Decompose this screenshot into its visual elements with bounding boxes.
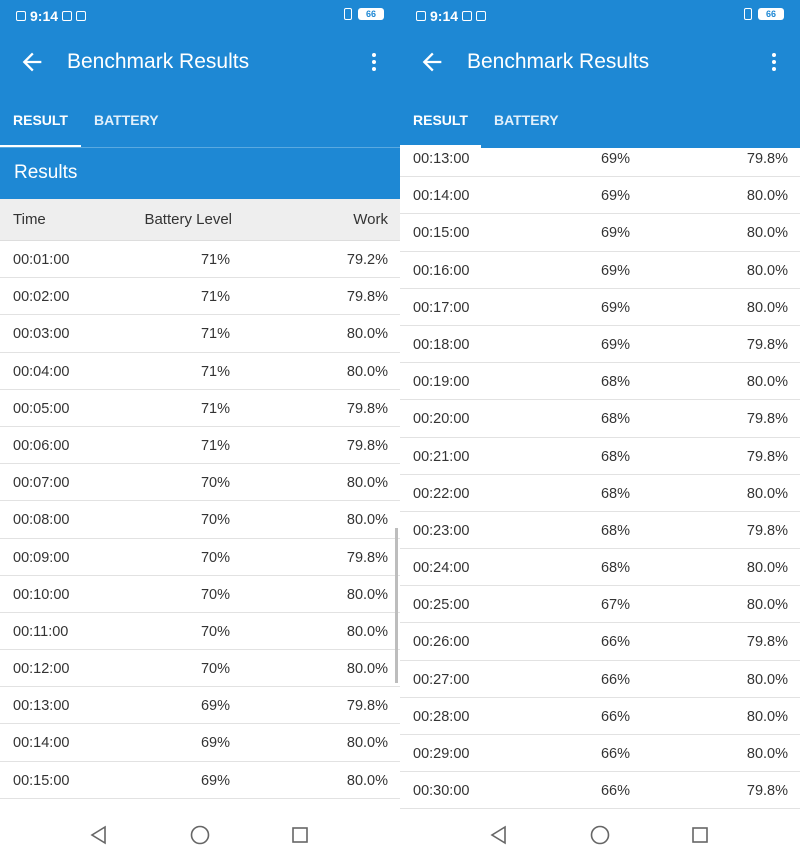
table-row: [0, 353, 400, 390]
table-row: [0, 687, 400, 724]
cell-battery-level: 70%: [200, 586, 230, 603]
toolbar: [400, 38, 800, 88]
table-row: [0, 315, 400, 352]
cell-work: 80.0%: [746, 299, 788, 316]
cell-time: 00:15:00: [413, 225, 470, 242]
table-row: [0, 576, 400, 613]
table-row: [400, 214, 800, 251]
table-row: [400, 326, 800, 363]
cell-work: 80.0%: [746, 374, 788, 391]
table-row: [400, 549, 800, 586]
vibrate-icon: [344, 8, 352, 20]
cell-work: 80.0%: [746, 485, 788, 502]
tab-battery[interactable]: BATTERY: [94, 112, 159, 128]
status-bar: [0, 0, 400, 32]
cell-time: 00:18:00: [413, 336, 470, 353]
image-icon: [462, 11, 472, 21]
cell-battery-level: 68%: [600, 374, 630, 391]
cell-battery-level: 67%: [600, 597, 630, 614]
triangle-back-icon[interactable]: [488, 824, 510, 846]
cell-time: 00:19:00: [413, 374, 470, 391]
cell-battery-level: 69%: [600, 151, 630, 167]
cell-time: 00:01:00: [13, 252, 70, 268]
cell-time: 00:12:00: [13, 661, 70, 678]
cell-work: 80.0%: [746, 597, 788, 614]
square-recent-icon[interactable]: [689, 824, 711, 846]
table-row: [400, 735, 800, 772]
cell-time: 00:28:00: [413, 708, 470, 725]
cell-work: 79.2%: [346, 252, 388, 268]
status-time: 9:14: [30, 8, 59, 24]
table-row: [400, 586, 800, 623]
cell-battery-level: 68%: [600, 448, 630, 465]
screen-right: [400, 0, 800, 859]
cell-battery-level: 69%: [600, 188, 630, 205]
table-row: [400, 512, 800, 549]
scrollbar[interactable]: [395, 528, 398, 683]
cell-battery-level: 66%: [600, 783, 630, 800]
cell-battery-level: 70%: [200, 623, 230, 640]
cell-battery-level: 69%: [600, 225, 630, 242]
cell-time: 00:09:00: [13, 549, 70, 566]
table-header: [0, 199, 400, 241]
cell-work: 80.0%: [346, 363, 388, 380]
circle-home-icon[interactable]: [189, 824, 211, 846]
cell-work: 79.8%: [746, 151, 788, 167]
arrow-left-icon[interactable]: [418, 48, 446, 76]
page-title: Benchmark Results: [67, 50, 250, 73]
table-row: [0, 539, 400, 576]
table-row: [400, 475, 800, 512]
cell-battery-level: 69%: [600, 336, 630, 353]
cell-time: 00:24:00: [413, 560, 470, 577]
cell-work: 79.8%: [346, 289, 388, 306]
table-row: [400, 400, 800, 437]
results-header: [0, 148, 400, 199]
status-time: 9:14: [430, 8, 459, 24]
cell-work: 80.0%: [746, 671, 788, 688]
cell-time: 00:13:00: [13, 698, 70, 715]
cell-work: 80.0%: [746, 560, 788, 577]
table-row: [400, 363, 800, 400]
table-row: [0, 613, 400, 650]
cell-work: 80.0%: [346, 326, 388, 343]
cell-work: 79.8%: [346, 437, 388, 454]
cell-battery-level: 68%: [600, 485, 630, 502]
square-recent-icon[interactable]: [289, 824, 311, 846]
page-title: Benchmark Results: [467, 50, 650, 73]
cell-work: 79.8%: [746, 448, 788, 465]
mail-icon: [76, 11, 86, 21]
cell-work: 80.0%: [746, 262, 788, 279]
cell-work: 80.0%: [346, 623, 388, 640]
cell-battery-level: 69%: [600, 262, 630, 279]
table-row: [0, 427, 400, 464]
table-row: [400, 623, 800, 660]
cell-work: 79.8%: [746, 336, 788, 353]
table-row: [400, 438, 800, 475]
cell-battery-level: 66%: [600, 746, 630, 762]
sim-icon: [16, 11, 26, 21]
cell-time: 00:20:00: [413, 411, 470, 428]
cell-time: 00:02:00: [13, 289, 70, 306]
column-time: Time: [13, 211, 46, 228]
mail-icon: [476, 11, 486, 21]
vibrate-icon: [744, 8, 752, 20]
cell-work: 80.0%: [746, 708, 788, 725]
cell-work: 79.8%: [346, 698, 388, 715]
status-bar: [400, 0, 800, 32]
image-icon: [62, 11, 72, 21]
navigation-bar: [0, 810, 400, 859]
cell-time: 00:30:00: [413, 783, 470, 800]
cell-battery-level: 71%: [200, 289, 230, 306]
cell-work: 80.0%: [746, 746, 788, 762]
battery-icon: 66: [358, 8, 384, 20]
navigation-bar: [400, 810, 800, 859]
cell-battery-level: 69%: [600, 299, 630, 316]
results-table-right[interactable]: [400, 140, 800, 809]
table-row: [0, 724, 400, 761]
cell-battery-level: 68%: [600, 522, 630, 539]
cell-time: 00:22:00: [413, 485, 470, 502]
cell-battery-level: 71%: [200, 326, 230, 343]
cell-time: 00:03:00: [13, 326, 70, 343]
cell-work: 80.0%: [346, 772, 388, 789]
table-row: [0, 762, 400, 799]
table-row: [0, 390, 400, 427]
table-row: [0, 501, 400, 538]
cell-time: 00:14:00: [413, 188, 470, 205]
cell-work: 79.8%: [346, 400, 388, 417]
cell-time: 00:21:00: [413, 448, 470, 465]
tab-result[interactable]: RESULT: [413, 112, 468, 128]
table-row: [400, 772, 800, 809]
cell-work: 79.8%: [746, 411, 788, 428]
tab-bar: [0, 100, 400, 148]
cell-work: 80.0%: [746, 188, 788, 205]
table-row: [400, 252, 800, 289]
cell-work: 79.8%: [746, 522, 788, 539]
cell-work: 79.8%: [746, 634, 788, 651]
cell-battery-level: 68%: [600, 411, 630, 428]
cell-work: 80.0%: [346, 735, 388, 752]
cell-battery-level: 66%: [600, 634, 630, 651]
cell-battery-level: 66%: [600, 671, 630, 688]
circle-home-icon[interactable]: [589, 824, 611, 846]
cell-time: 00:14:00: [13, 735, 70, 752]
cell-time: 00:16:00: [413, 262, 470, 279]
more-vert-icon[interactable]: [362, 50, 386, 74]
toolbar: [0, 38, 400, 88]
cell-time: 00:05:00: [13, 400, 70, 417]
cell-time: 00:07:00: [13, 475, 70, 492]
table-row: [0, 278, 400, 315]
cell-battery-level: 66%: [600, 708, 630, 725]
cell-battery-level: 69%: [200, 698, 230, 715]
triangle-back-icon[interactable]: [88, 824, 110, 846]
cell-time: 00:25:00: [413, 597, 470, 614]
cell-time: 00:04:00: [13, 363, 70, 380]
cell-battery-level: 71%: [200, 252, 230, 268]
cell-time: 00:15:00: [13, 772, 70, 789]
cell-battery-level: 70%: [200, 475, 230, 492]
table-row: [400, 661, 800, 698]
column-work: Work: [353, 211, 388, 228]
app-bar: [400, 0, 800, 148]
cell-battery-level: 71%: [200, 437, 230, 454]
cell-battery-level: 69%: [200, 772, 230, 789]
cell-battery-level: 69%: [200, 735, 230, 752]
cell-time: 00:27:00: [413, 671, 470, 688]
cell-battery-level: 70%: [200, 512, 230, 529]
cell-work: 79.8%: [346, 549, 388, 566]
table-row: [0, 464, 400, 501]
cell-time: 00:06:00: [13, 437, 70, 454]
cell-battery-level: 71%: [200, 400, 230, 417]
cell-time: 00:23:00: [413, 522, 470, 539]
cell-time: 00:29:00: [413, 746, 470, 762]
cell-work: 80.0%: [746, 225, 788, 242]
cell-battery-level: 70%: [200, 549, 230, 566]
cell-work: 80.0%: [346, 586, 388, 603]
cell-work: 80.0%: [346, 475, 388, 492]
cell-time: 00:11:00: [13, 623, 69, 640]
table-row: [400, 177, 800, 214]
cell-time: 00:17:00: [413, 299, 470, 316]
sim-icon: [416, 11, 426, 21]
cell-battery-level: 68%: [600, 560, 630, 577]
table-row: [0, 650, 400, 687]
cell-work: 80.0%: [346, 512, 388, 529]
tab-battery[interactable]: BATTERY: [494, 112, 559, 128]
table-row: [400, 289, 800, 326]
cell-battery-level: 70%: [200, 661, 230, 678]
cell-work: 79.8%: [746, 783, 788, 800]
more-vert-icon[interactable]: [762, 50, 786, 74]
column-battery-level: Battery Level: [144, 211, 232, 228]
app-bar: [0, 0, 400, 148]
cell-time: 00:08:00: [13, 512, 70, 529]
cell-time: 00:10:00: [13, 586, 70, 603]
table-row: [0, 241, 400, 278]
table-row: [400, 698, 800, 735]
section-title: Results: [14, 162, 78, 183]
cell-battery-level: 71%: [200, 363, 230, 380]
arrow-left-icon[interactable]: [18, 48, 46, 76]
cell-work: 80.0%: [346, 661, 388, 678]
table-row: [400, 140, 800, 177]
tab-result[interactable]: RESULT: [13, 112, 68, 128]
cell-time: 00:13:00: [413, 151, 470, 167]
cell-time: 00:26:00: [413, 634, 470, 651]
results-table-left[interactable]: [0, 241, 400, 799]
battery-icon: 66: [758, 8, 784, 20]
